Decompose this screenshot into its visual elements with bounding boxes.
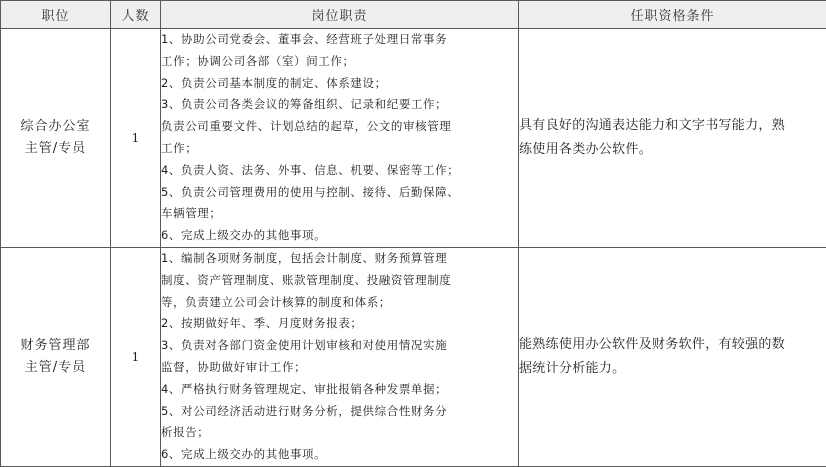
duty-line: 3、负责对各部门资金使用计划审核和对使用情况实施 [161, 335, 518, 357]
header-count: 人数 [111, 1, 161, 29]
duty-line: 工作； [161, 138, 518, 160]
duties-cell [161, 29, 519, 248]
qualification-line: 能熟练使用办公软件及财务软件，有较强的数 [519, 333, 826, 357]
headcount-cell: 1 [111, 247, 161, 466]
duty-line: 1、编制各项财务制度，包括会计制度、财务预算管理 [161, 248, 518, 270]
position-title: 主管/专员 [1, 357, 110, 379]
duty-line: 析报告； [161, 422, 518, 444]
position-name: 财务管理部 [1, 335, 110, 357]
duty-line: 1、协助公司党委会、董事会、经营班子处理日常事务 [161, 29, 518, 51]
duty-line: 3、负责公司各类会议的筹备组织、记录和纪要工作； [161, 94, 518, 116]
qualification-line: 练使用各类办公软件。 [519, 138, 826, 162]
position-name: 综合办公室 [1, 116, 110, 138]
header-duties: 岗位职责 [161, 1, 519, 29]
duty-line: 4、负责人资、法务、外事、信息、机要、保密等工作； [161, 160, 518, 182]
duty-line: 5、对公司经济活动进行财务分析，提供综合性财务分 [161, 401, 518, 423]
position-cell [1, 247, 111, 466]
duty-line: 6、完成上级交办的其他事项。 [161, 444, 518, 466]
duty-line: 5、负责公司管理费用的使用与控制、接待、后勤保障、 [161, 182, 518, 204]
position-title: 主管/专员 [1, 138, 110, 160]
table-row [1, 247, 826, 466]
qualification-line: 具有良好的沟通表达能力和文字书写能力，熟 [519, 114, 826, 138]
position-cell [1, 29, 111, 248]
duty-line: 2、按期做好年、季、月度财务报表； [161, 313, 518, 335]
duty-line: 2、负责公司基本制度的制定、体系建设； [161, 73, 518, 95]
duty-line: 工作；协调公司各部（室）间工作； [161, 51, 518, 73]
qualifications-cell [519, 247, 826, 466]
duties-cell [161, 247, 519, 466]
duty-line: 车辆管理； [161, 203, 518, 225]
qualifications-cell [519, 29, 826, 248]
table-header [1, 1, 826, 29]
header-qualifications: 任职资格条件 [519, 1, 826, 29]
header-position: 职位 [1, 1, 111, 29]
duty-line: 监督，协助做好审计工作； [161, 357, 518, 379]
duty-line: 4、严格执行财务管理规定、审批报销各种发票单据； [161, 379, 518, 401]
duty-line: 制度、资产管理制度、账款管理制度、投融资管理制度 [161, 270, 518, 292]
table-row [1, 29, 826, 248]
duty-line: 6、完成上级交办的其他事项。 [161, 225, 518, 247]
duty-line: 负责公司重要文件、计划总结的起草，公文的审核管理 [161, 116, 518, 138]
duty-line: 等，负责建立公司会计核算的制度和体系； [161, 292, 518, 314]
headcount-cell: 1 [111, 29, 161, 248]
qualification-line: 据统计分析能力。 [519, 357, 826, 381]
